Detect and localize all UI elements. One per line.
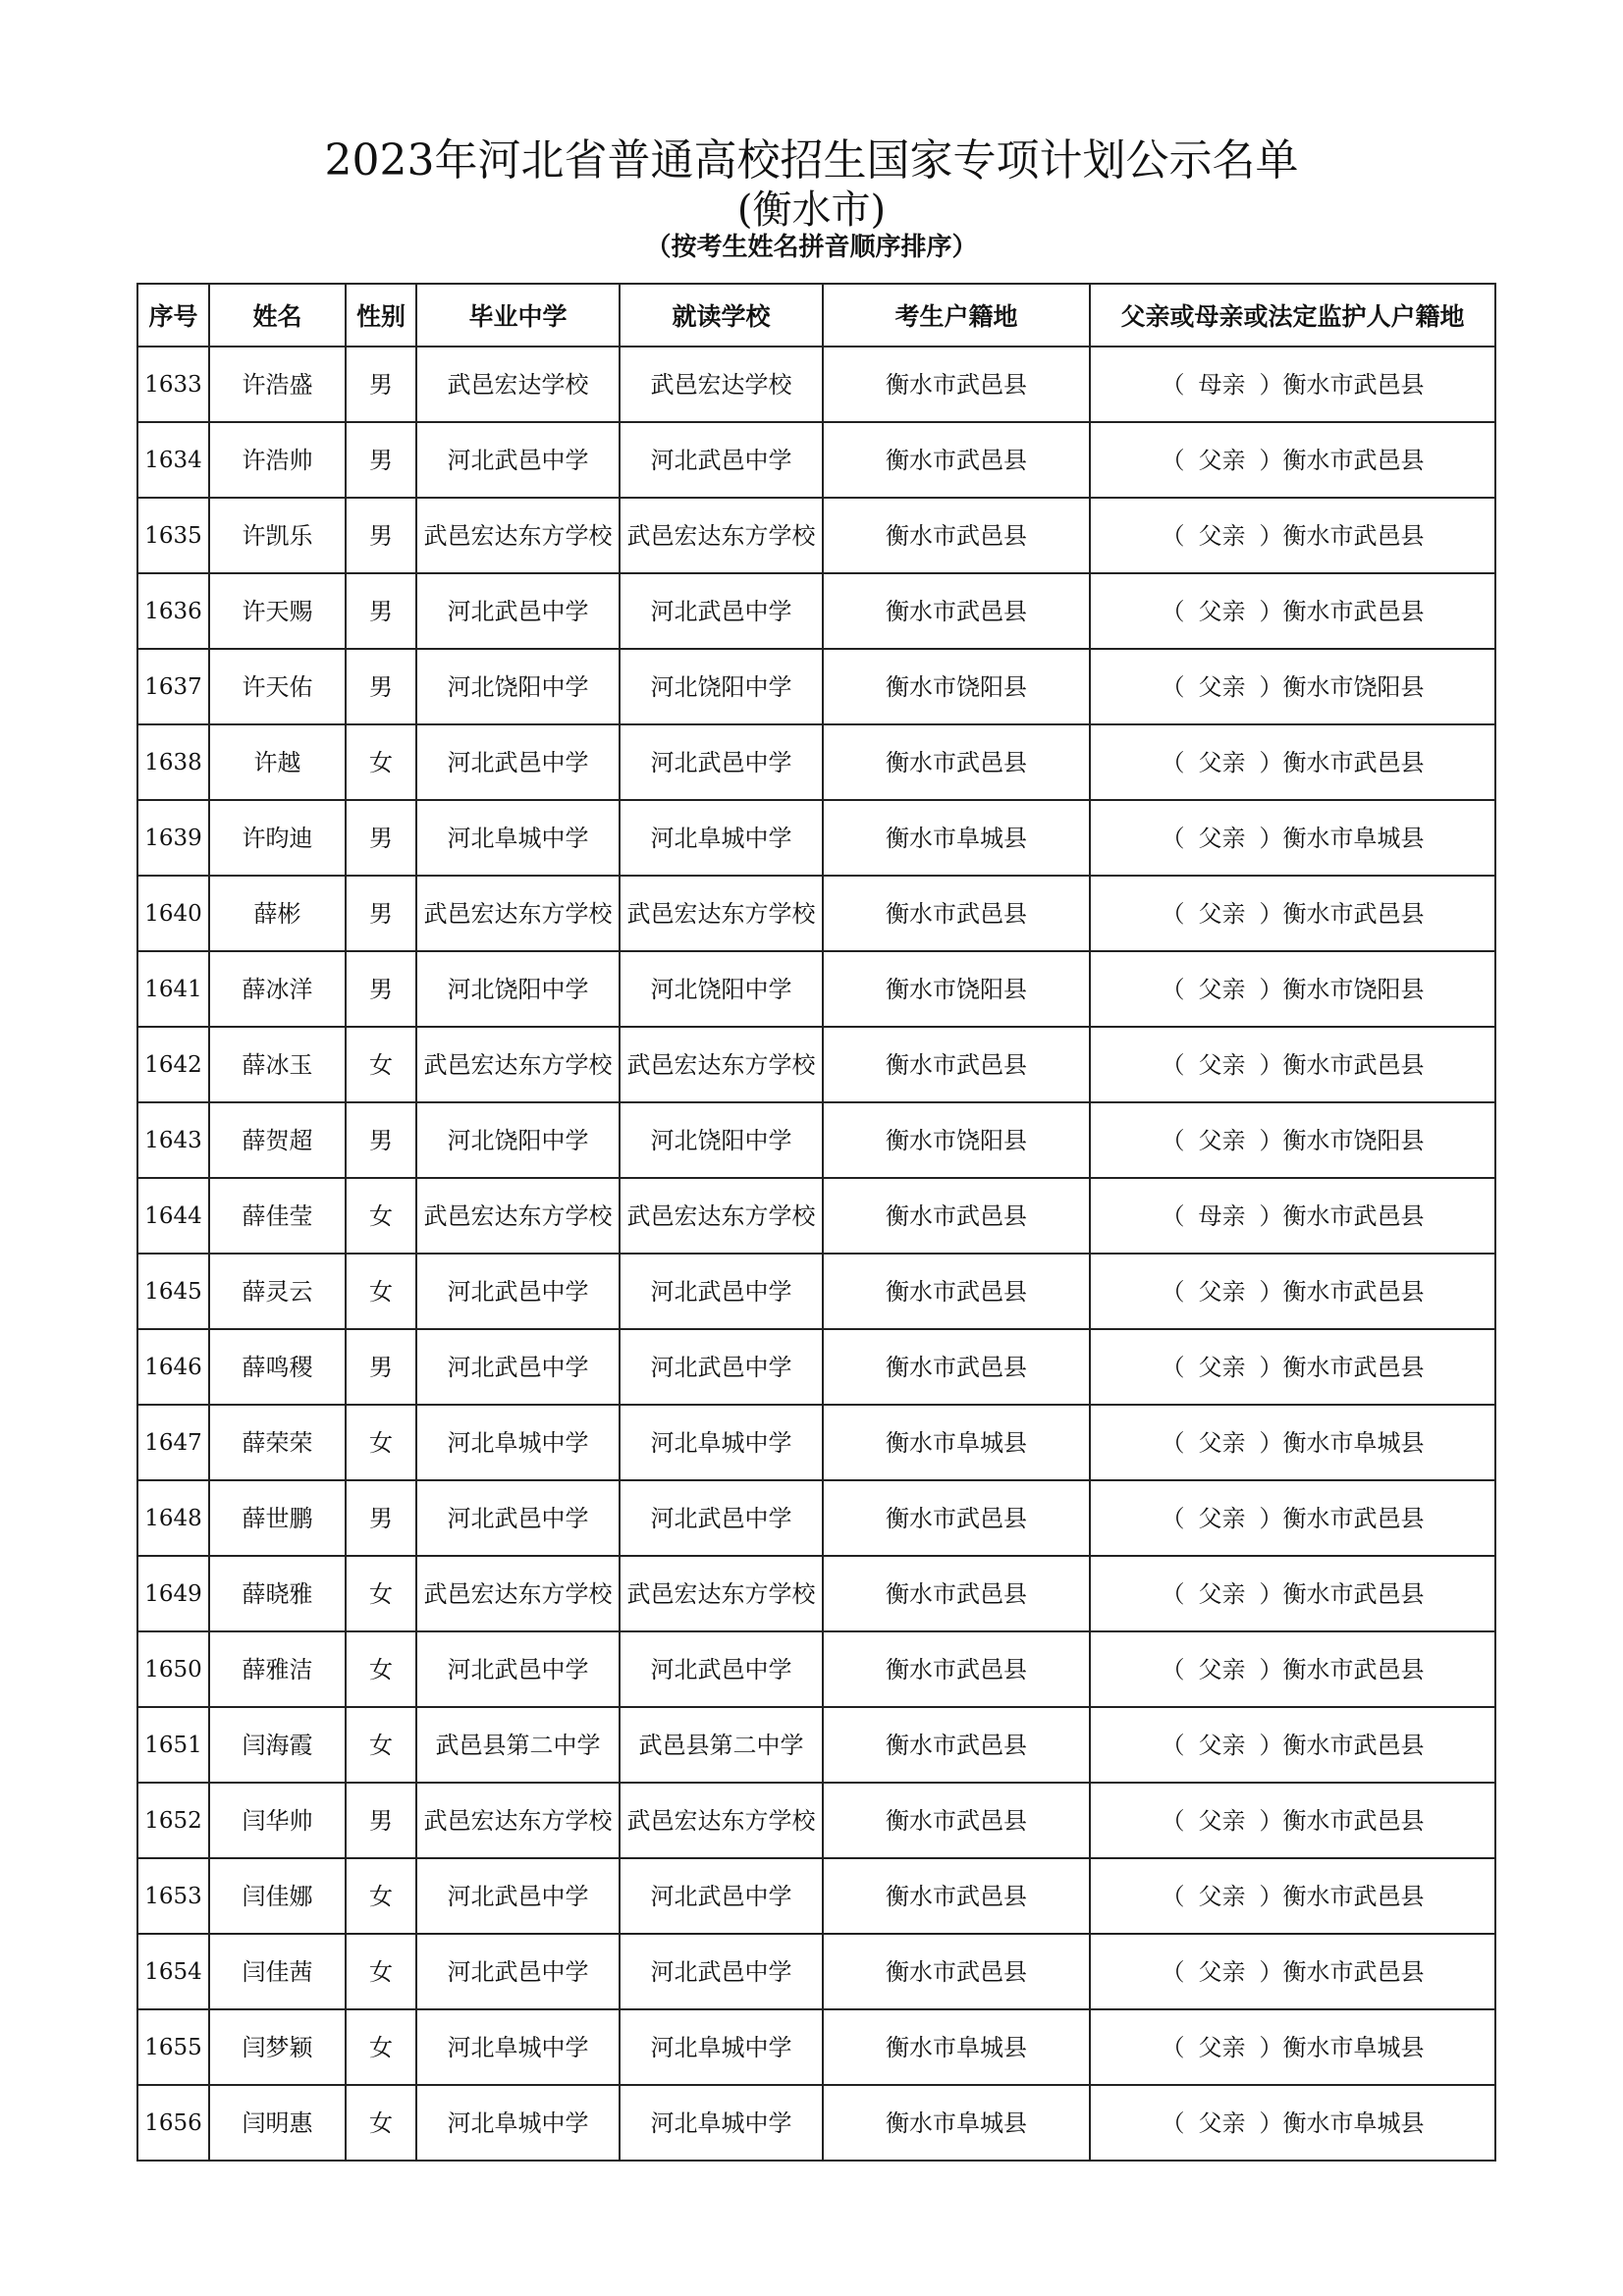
cell-study-school: 河北武邑中学 [620, 1858, 823, 1934]
cell-parent-hukou [1090, 1480, 1495, 1556]
cell-name: 闫海霞 [209, 1707, 346, 1783]
cell-seq: 1648 [137, 1480, 209, 1556]
cell-grad-school: 武邑宏达东方学校 [416, 1178, 620, 1254]
cell-hukou: 衡水市阜城县 [823, 2009, 1090, 2085]
parent-hukou: 衡水市武邑县 [1282, 1504, 1425, 1532]
cell-gender: 女 [346, 1707, 416, 1783]
parent-relation: 父亲 [1198, 2033, 1246, 2061]
cell-seq: 1643 [137, 1102, 209, 1178]
parent-hukou: 衡水市武邑县 [1282, 370, 1425, 399]
table-row [137, 1102, 1495, 1178]
parent-relation: 父亲 [1198, 1428, 1246, 1457]
cell-name: 闫梦颖 [209, 2009, 346, 2085]
parent-wrapper: （ 父亲 ）衡水市武邑县 [1161, 1957, 1425, 1986]
parent-relation: 父亲 [1198, 824, 1246, 852]
parent-hukou: 衡水市阜城县 [1282, 2109, 1425, 2137]
cell-grad-school: 武邑宏达东方学校 [416, 498, 620, 573]
cell-grad-school: 河北武邑中学 [416, 1254, 620, 1329]
table-row [137, 1858, 1495, 1934]
cell-gender: 女 [346, 1631, 416, 1707]
table-row [137, 498, 1495, 573]
cell-parent-hukou [1090, 1405, 1495, 1480]
cell-parent-hukou [1090, 1858, 1495, 1934]
parent-hukou: 衡水市阜城县 [1282, 2033, 1425, 2061]
cell-name: 薛冰洋 [209, 951, 346, 1027]
parent-hukou: 衡水市武邑县 [1282, 1277, 1425, 1306]
parent-wrapper: （ 母亲 ）衡水市武邑县 [1161, 1201, 1425, 1230]
cell-hukou: 衡水市武邑县 [823, 1556, 1090, 1631]
cell-name: 许凯乐 [209, 498, 346, 573]
cell-parent-hukou [1090, 1707, 1495, 1783]
parent-relation: 父亲 [1198, 1957, 1246, 1986]
cell-name: 许天赐 [209, 573, 346, 649]
cell-gender: 女 [346, 2009, 416, 2085]
cell-parent-hukou [1090, 2009, 1495, 2085]
cell-seq: 1653 [137, 1858, 209, 1934]
cell-name: 薛鸣稷 [209, 1329, 346, 1405]
cell-seq: 1640 [137, 876, 209, 951]
parent-wrapper: （ 父亲 ）衡水市武邑县 [1161, 521, 1425, 550]
cell-grad-school: 武邑宏达东方学校 [416, 1556, 620, 1631]
cell-name: 许浩帅 [209, 422, 346, 498]
cell-study-school: 武邑宏达学校 [620, 347, 823, 422]
cell-study-school: 武邑宏达东方学校 [620, 1178, 823, 1254]
cell-study-school: 河北武邑中学 [620, 422, 823, 498]
cell-seq: 1642 [137, 1027, 209, 1102]
cell-study-school: 武邑宏达东方学校 [620, 1783, 823, 1858]
parent-hukou: 衡水市武邑县 [1282, 1353, 1425, 1381]
cell-parent-hukou [1090, 649, 1495, 724]
table-row [137, 2009, 1495, 2085]
cell-hukou: 衡水市武邑县 [823, 1934, 1090, 2009]
parent-relation: 父亲 [1198, 2109, 1246, 2137]
cell-hukou: 衡水市武邑县 [823, 1858, 1090, 1934]
cell-name: 闫佳茜 [209, 1934, 346, 2009]
cell-parent-hukou [1090, 2085, 1495, 2161]
cell-study-school: 武邑宏达东方学校 [620, 876, 823, 951]
parent-hukou: 衡水市武邑县 [1282, 1731, 1425, 1759]
cell-gender: 男 [346, 1102, 416, 1178]
cell-study-school: 河北饶阳中学 [620, 951, 823, 1027]
cell-seq: 1644 [137, 1178, 209, 1254]
cell-parent-hukou [1090, 724, 1495, 800]
cell-name: 薛佳莹 [209, 1178, 346, 1254]
cell-parent-hukou [1090, 1329, 1495, 1405]
cell-hukou: 衡水市阜城县 [823, 1405, 1090, 1480]
table-row [137, 422, 1495, 498]
cell-parent-hukou [1090, 1027, 1495, 1102]
table-row [137, 951, 1495, 1027]
cell-gender: 男 [346, 800, 416, 876]
parent-wrapper: （ 父亲 ）衡水市阜城县 [1161, 2033, 1425, 2061]
parent-wrapper: （ 父亲 ）衡水市饶阳县 [1161, 672, 1425, 701]
cell-gender: 男 [346, 422, 416, 498]
cell-study-school: 武邑县第二中学 [620, 1707, 823, 1783]
cell-name: 许浩盛 [209, 347, 346, 422]
parent-hukou: 衡水市武邑县 [1282, 1806, 1425, 1835]
header-grad-school: 毕业中学 [416, 284, 620, 347]
cell-parent-hukou [1090, 347, 1495, 422]
cell-gender: 男 [346, 498, 416, 573]
cell-parent-hukou [1090, 422, 1495, 498]
cell-name: 薛晓雅 [209, 1556, 346, 1631]
cell-hukou: 衡水市阜城县 [823, 800, 1090, 876]
cell-grad-school: 河北武邑中学 [416, 422, 620, 498]
cell-gender: 男 [346, 1329, 416, 1405]
cell-study-school: 河北武邑中学 [620, 1934, 823, 2009]
cell-seq: 1639 [137, 800, 209, 876]
cell-gender: 男 [346, 951, 416, 1027]
cell-name: 许昀迪 [209, 800, 346, 876]
header-gender: 性别 [346, 284, 416, 347]
cell-study-school: 河北武邑中学 [620, 573, 823, 649]
header-study-school: 就读学校 [620, 284, 823, 347]
cell-hukou: 衡水市武邑县 [823, 1631, 1090, 1707]
parent-relation: 父亲 [1198, 446, 1246, 474]
cell-gender: 女 [346, 724, 416, 800]
parent-relation: 父亲 [1198, 899, 1246, 928]
parent-hukou: 衡水市阜城县 [1282, 824, 1425, 852]
cell-study-school: 河北武邑中学 [620, 1631, 823, 1707]
parent-wrapper: （ 父亲 ）衡水市武邑县 [1161, 899, 1425, 928]
parent-hukou: 衡水市武邑县 [1282, 1882, 1425, 1910]
cell-hukou: 衡水市饶阳县 [823, 649, 1090, 724]
parent-relation: 父亲 [1198, 597, 1246, 625]
cell-study-school: 河北饶阳中学 [620, 649, 823, 724]
cell-seq: 1634 [137, 422, 209, 498]
parent-relation: 父亲 [1198, 975, 1246, 1003]
parent-hukou: 衡水市武邑县 [1282, 1201, 1425, 1230]
table-row [137, 649, 1495, 724]
table-row [137, 1329, 1495, 1405]
cell-grad-school: 武邑宏达东方学校 [416, 876, 620, 951]
parent-wrapper: （ 父亲 ）衡水市武邑县 [1161, 1806, 1425, 1835]
table-row [137, 1480, 1495, 1556]
cell-name: 闫明惠 [209, 2085, 346, 2161]
cell-study-school: 河北饶阳中学 [620, 1102, 823, 1178]
parent-wrapper: （ 父亲 ）衡水市阜城县 [1161, 1428, 1425, 1457]
parent-wrapper: （ 父亲 ）衡水市饶阳县 [1161, 975, 1425, 1003]
table-row [137, 1027, 1495, 1102]
parent-wrapper: （ 父亲 ）衡水市武邑县 [1161, 1353, 1425, 1381]
parent-relation: 父亲 [1198, 1126, 1246, 1154]
parent-wrapper: （ 父亲 ）衡水市阜城县 [1161, 2109, 1425, 2137]
cell-hukou: 衡水市武邑县 [823, 724, 1090, 800]
cell-seq: 1646 [137, 1329, 209, 1405]
cell-parent-hukou [1090, 1556, 1495, 1631]
header-name: 姓名 [209, 284, 346, 347]
parent-hukou: 衡水市饶阳县 [1282, 1126, 1425, 1154]
cell-gender: 女 [346, 2085, 416, 2161]
table-row [137, 1934, 1495, 2009]
parent-relation: 父亲 [1198, 521, 1246, 550]
parent-relation: 父亲 [1198, 1277, 1246, 1306]
cell-grad-school: 武邑宏达东方学校 [416, 1027, 620, 1102]
cell-seq: 1633 [137, 347, 209, 422]
cell-name: 薛世鹏 [209, 1480, 346, 1556]
cell-grad-school: 河北阜城中学 [416, 2085, 620, 2161]
cell-hukou: 衡水市武邑县 [823, 1783, 1090, 1858]
parent-wrapper: （ 父亲 ）衡水市武邑县 [1161, 1882, 1425, 1910]
cell-seq: 1654 [137, 1934, 209, 2009]
parent-relation: 父亲 [1198, 1806, 1246, 1835]
cell-grad-school: 河北阜城中学 [416, 800, 620, 876]
parent-relation: 父亲 [1198, 1731, 1246, 1759]
cell-parent-hukou [1090, 573, 1495, 649]
parent-wrapper: （ 父亲 ）衡水市武邑县 [1161, 1731, 1425, 1759]
parent-hukou: 衡水市武邑县 [1282, 521, 1425, 550]
cell-grad-school: 河北饶阳中学 [416, 951, 620, 1027]
cell-seq: 1647 [137, 1405, 209, 1480]
parent-hukou: 衡水市武邑县 [1282, 899, 1425, 928]
cell-name: 许越 [209, 724, 346, 800]
cell-name: 闫佳娜 [209, 1858, 346, 1934]
cell-hukou: 衡水市武邑县 [823, 1707, 1090, 1783]
cell-grad-school: 河北阜城中学 [416, 2009, 620, 2085]
header-parent-hukou: 父亲或母亲或法定监护人户籍地 [1090, 284, 1495, 347]
cell-grad-school: 武邑宏达学校 [416, 347, 620, 422]
cell-study-school: 河北武邑中学 [620, 724, 823, 800]
cell-seq: 1656 [137, 2085, 209, 2161]
cell-seq: 1652 [137, 1783, 209, 1858]
cell-grad-school: 武邑宏达东方学校 [416, 1783, 620, 1858]
header-hukou: 考生户籍地 [823, 284, 1090, 347]
table-row [137, 724, 1495, 800]
parent-relation: 父亲 [1198, 1050, 1246, 1079]
cell-hukou: 衡水市武邑县 [823, 876, 1090, 951]
parent-relation: 母亲 [1198, 1201, 1246, 1230]
parent-hukou: 衡水市武邑县 [1282, 1655, 1425, 1683]
table-row [137, 1707, 1495, 1783]
parent-wrapper: （ 母亲 ）衡水市武邑县 [1161, 370, 1425, 399]
cell-gender: 男 [346, 347, 416, 422]
table-row [137, 347, 1495, 422]
cell-gender: 女 [346, 1178, 416, 1254]
cell-gender: 男 [346, 1480, 416, 1556]
cell-grad-school: 河北饶阳中学 [416, 1102, 620, 1178]
cell-hukou: 衡水市武邑县 [823, 422, 1090, 498]
cell-gender: 男 [346, 649, 416, 724]
parent-wrapper: （ 父亲 ）衡水市阜城县 [1161, 824, 1425, 852]
cell-name: 薛冰玉 [209, 1027, 346, 1102]
cell-gender: 女 [346, 1556, 416, 1631]
cell-grad-school: 河北武邑中学 [416, 1934, 620, 2009]
cell-study-school: 武邑宏达东方学校 [620, 1556, 823, 1631]
parent-relation: 父亲 [1198, 672, 1246, 701]
parent-relation: 父亲 [1198, 1882, 1246, 1910]
table-row [137, 2085, 1495, 2161]
parent-hukou: 衡水市武邑县 [1282, 748, 1425, 776]
table-row [137, 573, 1495, 649]
document-subtitle: (衡水市) [736, 187, 887, 233]
cell-study-school: 河北武邑中学 [620, 1329, 823, 1405]
cell-hukou: 衡水市武邑县 [823, 573, 1090, 649]
parent-hukou: 衡水市阜城县 [1282, 1428, 1425, 1457]
cell-gender: 女 [346, 1858, 416, 1934]
cell-gender: 女 [346, 1254, 416, 1329]
cell-seq: 1655 [137, 2009, 209, 2085]
parent-wrapper: （ 父亲 ）衡水市武邑县 [1161, 1504, 1425, 1532]
cell-parent-hukou [1090, 1102, 1495, 1178]
cell-gender: 女 [346, 1027, 416, 1102]
cell-name: 闫华帅 [209, 1783, 346, 1858]
cell-seq: 1649 [137, 1556, 209, 1631]
cell-hukou: 衡水市武邑县 [823, 1480, 1090, 1556]
cell-hukou: 衡水市武邑县 [823, 1329, 1090, 1405]
table-row [137, 1783, 1495, 1858]
parent-relation: 父亲 [1198, 1655, 1246, 1683]
table-body [137, 347, 1495, 2161]
table-row [137, 1405, 1495, 1480]
parent-relation: 父亲 [1198, 748, 1246, 776]
cell-grad-school: 河北武邑中学 [416, 1329, 620, 1405]
cell-study-school: 河北武邑中学 [620, 1480, 823, 1556]
cell-grad-school: 武邑县第二中学 [416, 1707, 620, 1783]
parent-hukou: 衡水市饶阳县 [1282, 975, 1425, 1003]
cell-parent-hukou [1090, 800, 1495, 876]
cell-grad-school: 河北饶阳中学 [416, 649, 620, 724]
cell-seq: 1645 [137, 1254, 209, 1329]
parent-relation: 父亲 [1198, 1504, 1246, 1532]
cell-hukou: 衡水市饶阳县 [823, 951, 1090, 1027]
parent-hukou: 衡水市武邑县 [1282, 597, 1425, 625]
table-row [137, 800, 1495, 876]
cell-hukou: 衡水市阜城县 [823, 2085, 1090, 2161]
cell-name: 许天佑 [209, 649, 346, 724]
cell-study-school: 河北武邑中学 [620, 1254, 823, 1329]
parent-wrapper: （ 父亲 ）衡水市武邑县 [1161, 446, 1425, 474]
cell-hukou: 衡水市武邑县 [823, 1254, 1090, 1329]
cell-study-school: 河北阜城中学 [620, 1405, 823, 1480]
cell-seq: 1651 [137, 1707, 209, 1783]
cell-grad-school: 河北武邑中学 [416, 1631, 620, 1707]
cell-seq: 1641 [137, 951, 209, 1027]
parent-wrapper: （ 父亲 ）衡水市武邑县 [1161, 1277, 1425, 1306]
parent-relation: 父亲 [1198, 1579, 1246, 1608]
cell-study-school: 武邑宏达东方学校 [620, 1027, 823, 1102]
cell-grad-school: 河北阜城中学 [416, 1405, 620, 1480]
cell-seq: 1650 [137, 1631, 209, 1707]
parent-hukou: 衡水市武邑县 [1282, 1957, 1425, 1986]
cell-seq: 1635 [137, 498, 209, 573]
cell-hukou: 衡水市武邑县 [823, 1027, 1090, 1102]
cell-grad-school: 河北武邑中学 [416, 1480, 620, 1556]
cell-seq: 1637 [137, 649, 209, 724]
cell-hukou: 衡水市武邑县 [823, 347, 1090, 422]
table-row [137, 1178, 1495, 1254]
parent-relation: 父亲 [1198, 1353, 1246, 1381]
cell-gender: 女 [346, 1405, 416, 1480]
parent-hukou: 衡水市武邑县 [1282, 1050, 1425, 1079]
cell-gender: 男 [346, 876, 416, 951]
cell-gender: 男 [346, 573, 416, 649]
cell-hukou: 衡水市武邑县 [823, 498, 1090, 573]
cell-hukou: 衡水市武邑县 [823, 1178, 1090, 1254]
table-row [137, 1556, 1495, 1631]
parent-wrapper: （ 父亲 ）衡水市饶阳县 [1161, 1126, 1425, 1154]
cell-parent-hukou [1090, 1631, 1495, 1707]
cell-gender: 女 [346, 1934, 416, 2009]
parent-wrapper: （ 父亲 ）衡水市武邑县 [1161, 597, 1425, 625]
cell-parent-hukou [1090, 1178, 1495, 1254]
document-title: 2023年河北省普通高校招生国家专项计划公示名单 [324, 135, 1299, 186]
cell-grad-school: 河北武邑中学 [416, 573, 620, 649]
cell-parent-hukou [1090, 498, 1495, 573]
parent-relation: 母亲 [1198, 370, 1246, 399]
parent-wrapper: （ 父亲 ）衡水市武邑县 [1161, 1655, 1425, 1683]
cell-name: 薛贺超 [209, 1102, 346, 1178]
table-row [137, 876, 1495, 951]
parent-wrapper: （ 父亲 ）衡水市武邑县 [1161, 1050, 1425, 1079]
parent-wrapper: （ 父亲 ）衡水市武邑县 [1161, 1579, 1425, 1608]
parent-hukou: 衡水市武邑县 [1282, 1579, 1425, 1608]
header-seq: 序号 [137, 284, 209, 347]
cell-hukou: 衡水市饶阳县 [823, 1102, 1090, 1178]
cell-name: 薛灵云 [209, 1254, 346, 1329]
cell-grad-school: 河北武邑中学 [416, 1858, 620, 1934]
cell-study-school: 河北阜城中学 [620, 2085, 823, 2161]
cell-seq: 1638 [137, 724, 209, 800]
cell-grad-school: 河北武邑中学 [416, 724, 620, 800]
cell-parent-hukou [1090, 1254, 1495, 1329]
cell-seq: 1636 [137, 573, 209, 649]
cell-study-school: 河北阜城中学 [620, 2009, 823, 2085]
cell-study-school: 武邑宏达东方学校 [620, 498, 823, 573]
table-row [137, 1631, 1495, 1707]
cell-name: 薛荣荣 [209, 1405, 346, 1480]
cell-parent-hukou [1090, 1783, 1495, 1858]
table-row [137, 1254, 1495, 1329]
sort-note: （按考生姓名拼音顺序排序） [645, 233, 978, 262]
cell-study-school: 河北阜城中学 [620, 800, 823, 876]
roster-table [136, 283, 1496, 2162]
parent-hukou: 衡水市武邑县 [1282, 446, 1425, 474]
cell-parent-hukou [1090, 1934, 1495, 2009]
parent-hukou: 衡水市饶阳县 [1282, 672, 1425, 701]
parent-wrapper: （ 父亲 ）衡水市武邑县 [1161, 748, 1425, 776]
cell-parent-hukou [1090, 951, 1495, 1027]
cell-name: 薛彬 [209, 876, 346, 951]
cell-parent-hukou [1090, 876, 1495, 951]
cell-name: 薛雅洁 [209, 1631, 346, 1707]
table-header-row [137, 284, 1495, 347]
cell-gender: 男 [346, 1783, 416, 1858]
